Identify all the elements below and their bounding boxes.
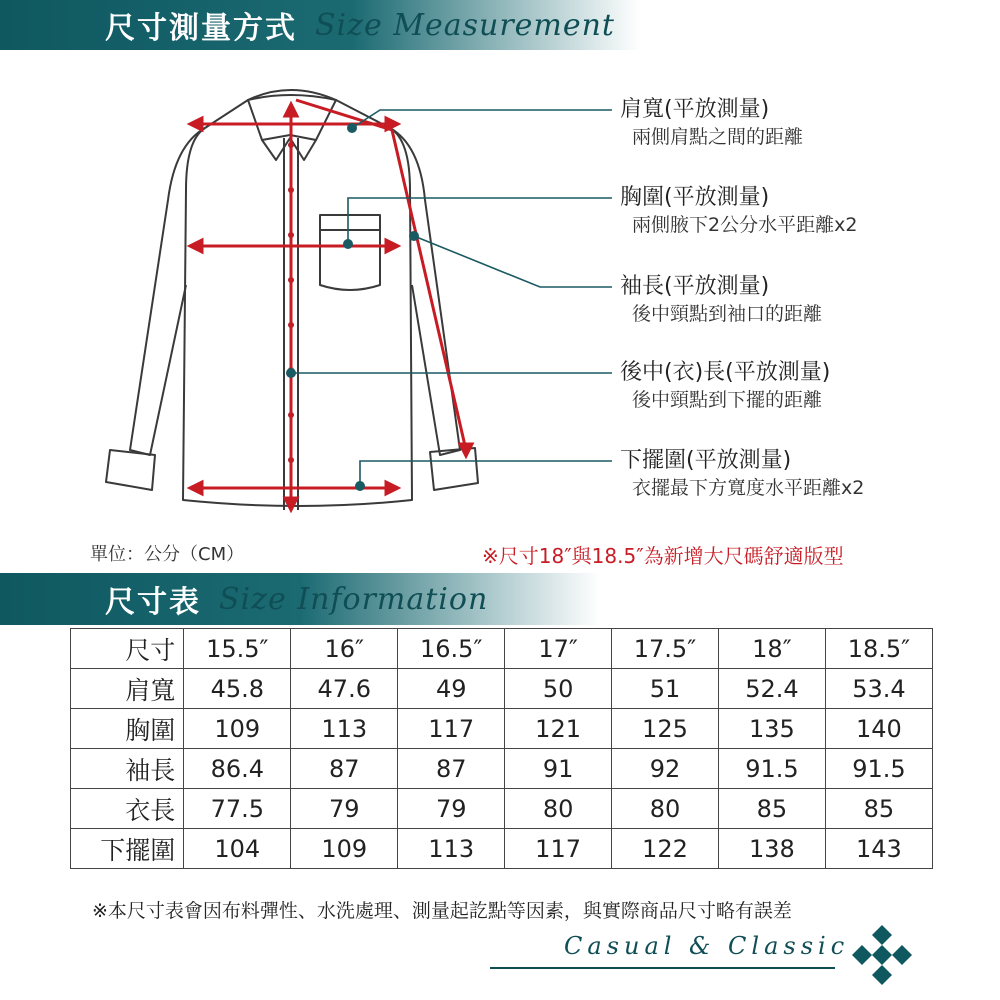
table-cell: 18.5″ <box>825 629 932 669</box>
row-label: 袖長 <box>71 749 184 789</box>
table-cell: 91 <box>505 749 612 789</box>
table-cell: 117 <box>398 709 505 749</box>
table-cell: 109 <box>184 709 291 749</box>
table-row <box>71 709 933 749</box>
table-cell: 104 <box>184 829 291 869</box>
callout-shoulder-title: 肩寬(平放測量) <box>620 97 770 122</box>
callout-shoulder <box>620 96 803 150</box>
table-cell: 140 <box>825 709 932 749</box>
table-cell: 51 <box>611 669 718 709</box>
brand-underline <box>490 967 835 969</box>
callout-hem-title: 下擺圍(平放測量) <box>620 448 792 473</box>
table-cell: 91.5 <box>825 749 932 789</box>
table-cell: 121 <box>505 709 612 749</box>
table-cell: 45.8 <box>184 669 291 709</box>
table-cell: 52.4 <box>718 669 825 709</box>
table-cell: 122 <box>611 829 718 869</box>
table-cell: 17.5″ <box>611 629 718 669</box>
callout-length <box>620 359 830 413</box>
new-size-note: ※尺寸18″與18.5″為新增大尺碼舒適版型 <box>482 544 844 568</box>
table-cell: 15.5″ <box>184 629 291 669</box>
left-sleeve-outline <box>130 128 205 455</box>
callout-length-title: 後中(衣)長(平放測量) <box>620 360 831 385</box>
table-cell: 113 <box>398 829 505 869</box>
table-cell: 85 <box>825 789 932 829</box>
right-sleeve-outline <box>390 128 460 455</box>
size-table <box>70 628 933 869</box>
callout-sleeve-desc: 後中頸點到袖口的距離 <box>632 303 823 325</box>
table-row <box>71 789 933 829</box>
diamond-logo-icon <box>842 925 922 1000</box>
footnote: ※本尺寸表會因布料彈性、水洗處理、測量起訖點等因素，與實際商品尺寸略有誤差 <box>92 900 792 922</box>
table-cell: 109 <box>291 829 398 869</box>
callout-chest-title: 胸圍(平放測量) <box>620 185 770 210</box>
row-label: 下擺圍 <box>71 829 184 869</box>
table-cell: 79 <box>398 789 505 829</box>
table-row <box>71 749 933 789</box>
callout-hem-desc: 衣擺最下方寬度水平距離x2 <box>632 477 865 499</box>
size-table-banner <box>0 573 600 625</box>
table-cell: 49 <box>398 669 505 709</box>
measurement-subtitle: Size Measurement <box>315 7 615 43</box>
callout-sleeve-title: 袖長(平放測量) <box>620 274 770 299</box>
table-cell: 16.5″ <box>398 629 505 669</box>
callout-length-desc: 後中頸點到下擺的距離 <box>632 389 823 411</box>
measurement-banner <box>0 0 640 50</box>
row-label: 衣長 <box>71 789 184 829</box>
table-cell: 117 <box>505 829 612 869</box>
table-cell: 53.4 <box>825 669 932 709</box>
right-cuff-outline <box>430 448 478 490</box>
row-label: 尺寸 <box>71 629 184 669</box>
left-cuff-outline <box>106 450 155 490</box>
table-cell: 47.6 <box>291 669 398 709</box>
size-table-subtitle: Size Information <box>219 581 489 617</box>
table-cell: 80 <box>505 789 612 829</box>
table-cell: 87 <box>398 749 505 789</box>
table-cell: 138 <box>718 829 825 869</box>
callout-chest-desc: 兩側腋下2公分水平距離x2 <box>632 214 858 236</box>
table-cell: 50 <box>505 669 612 709</box>
table-cell: 77.5 <box>184 789 291 829</box>
table-cell: 17″ <box>505 629 612 669</box>
callout-chest <box>620 184 857 238</box>
table-cell: 125 <box>611 709 718 749</box>
callout-sleeve <box>620 273 822 327</box>
row-label: 胸圍 <box>71 709 184 749</box>
table-cell: 85 <box>718 789 825 829</box>
table-cell: 79 <box>291 789 398 829</box>
pocket-outline <box>320 215 380 290</box>
table-cell: 92 <box>611 749 718 789</box>
callout-shoulder-desc: 兩側肩點之間的距離 <box>632 126 804 148</box>
table-row <box>71 629 933 669</box>
table-cell: 113 <box>291 709 398 749</box>
table-cell: 87 <box>291 749 398 789</box>
measurement-title: 尺寸測量方式 <box>105 11 297 46</box>
table-cell: 86.4 <box>184 749 291 789</box>
table-cell: 135 <box>718 709 825 749</box>
table-row <box>71 829 933 869</box>
callout-hem <box>620 447 864 501</box>
table-row <box>71 669 933 709</box>
brand-tagline: Casual & Classic <box>564 932 850 960</box>
size-table-title: 尺寸表 <box>105 585 201 620</box>
unit-label: 單位：公分（CM） <box>90 544 245 565</box>
row-label: 肩寬 <box>71 669 184 709</box>
table-cell: 143 <box>825 829 932 869</box>
table-cell: 91.5 <box>718 749 825 789</box>
table-cell: 18″ <box>718 629 825 669</box>
table-cell: 80 <box>611 789 718 829</box>
table-cell: 16″ <box>291 629 398 669</box>
